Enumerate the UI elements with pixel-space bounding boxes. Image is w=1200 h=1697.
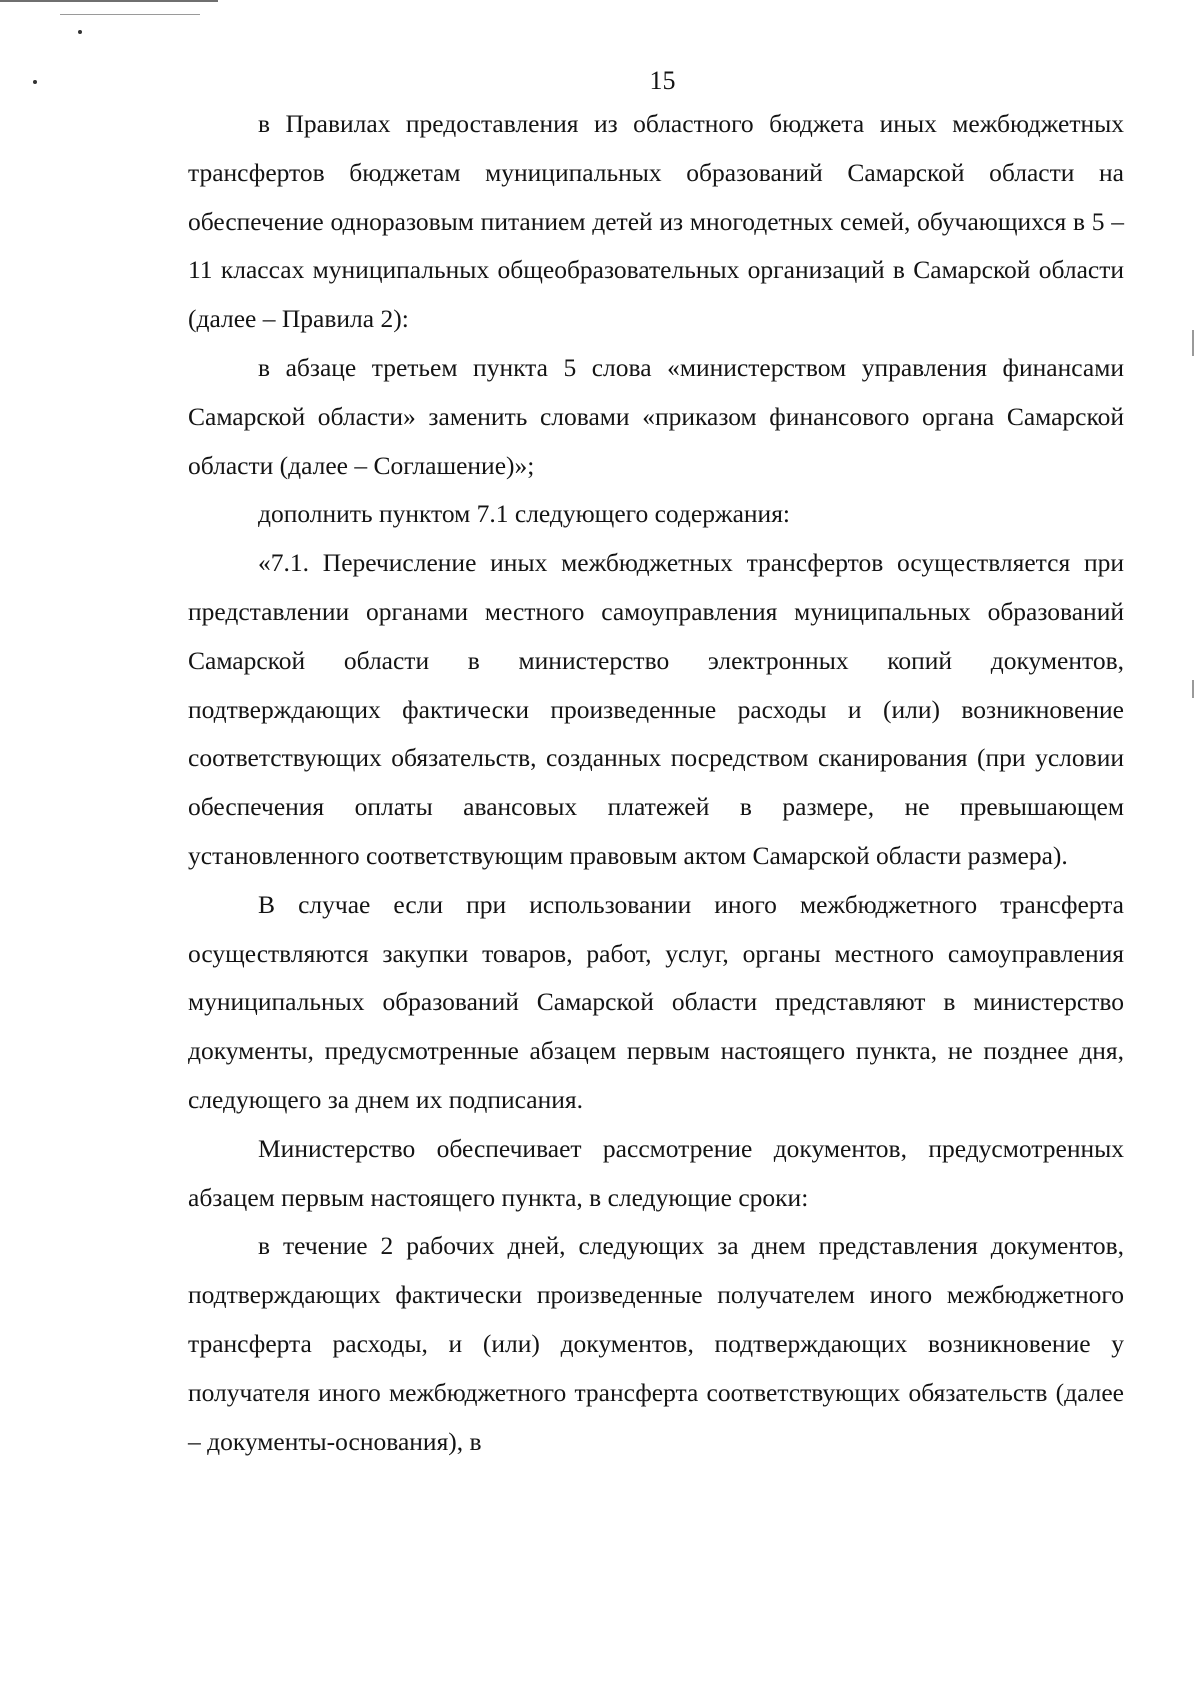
scan-edge-mark: [60, 14, 200, 15]
scan-edge-mark: [1192, 680, 1194, 698]
paragraph-amend-item-5: в абзаце третьем пункта 5 слова «министерством управления финансами Самарской области» заменить словами «приказом финансового органа Самарской области (далее – Соглашение)»;: [188, 352, 1124, 480]
paragraph-item-7-1-text: «7.1. Перечисление иных межбюджетных трансфертов осуществляется при представлении органами местного самоуправления муниципальных образований Самарской области в министерство электронных копий документов, подтверждающих фактически произведенные расходы и (или) возникновение соответствующих обязательств, созданных посредством сканирования (при условии обеспечения оплаты авансовых платежей в размере, не превышающем установленного соответствующим правовым актом Самарской области размера).: [188, 548, 1124, 870]
paragraph-review-term: в течение 2 рабочих дней, следующих за днем представления документов, подтверждающих фактически произведенные получателем иного межбюджетного трансферта расходы, и (или) документов, подтверждающих возникновение у получателя иного межбюджетного трансферта соответствующих обязательств (далее – документы-основания), в: [188, 1231, 1124, 1456]
document-body: [188, 100, 1124, 1466]
page-number: 15: [649, 66, 676, 95]
paragraph-rules-2-intro: в Правилах предоставления из областного бюджета иных межбюджетных трансфертов бюджетам муниципальных образований Самарской области на обеспечение одноразовым питанием детей из многодетных семей, обучающихся в 5 – 11 классах муниципальных общеобразовательных организаций в Самарской области (далее – Правила 2):: [188, 109, 1124, 334]
scan-speck: [78, 30, 82, 34]
scan-edge-mark: [1192, 330, 1194, 356]
paragraph-add-item-7-1: дополнить пунктом 7.1 следующего содержания:: [258, 499, 791, 529]
paragraph-ministry-review: Министерство обеспечивает рассмотрение документов, предусмотренных абзацем первым настоящего пункта, в следующие сроки:: [188, 1133, 1124, 1212]
paragraph-procurement-case: В случае если при использовании иного межбюджетного трансферта осуществляются закупки товаров, работ, услуг, органы местного самоуправления муниципальных образований Самарской области представляют в министерство документы, предусмотренные абзацем первым настоящего пункта, не позднее дня, следующего за днем их подписания.: [188, 889, 1124, 1114]
scan-edge-mark: [0, 0, 218, 2]
